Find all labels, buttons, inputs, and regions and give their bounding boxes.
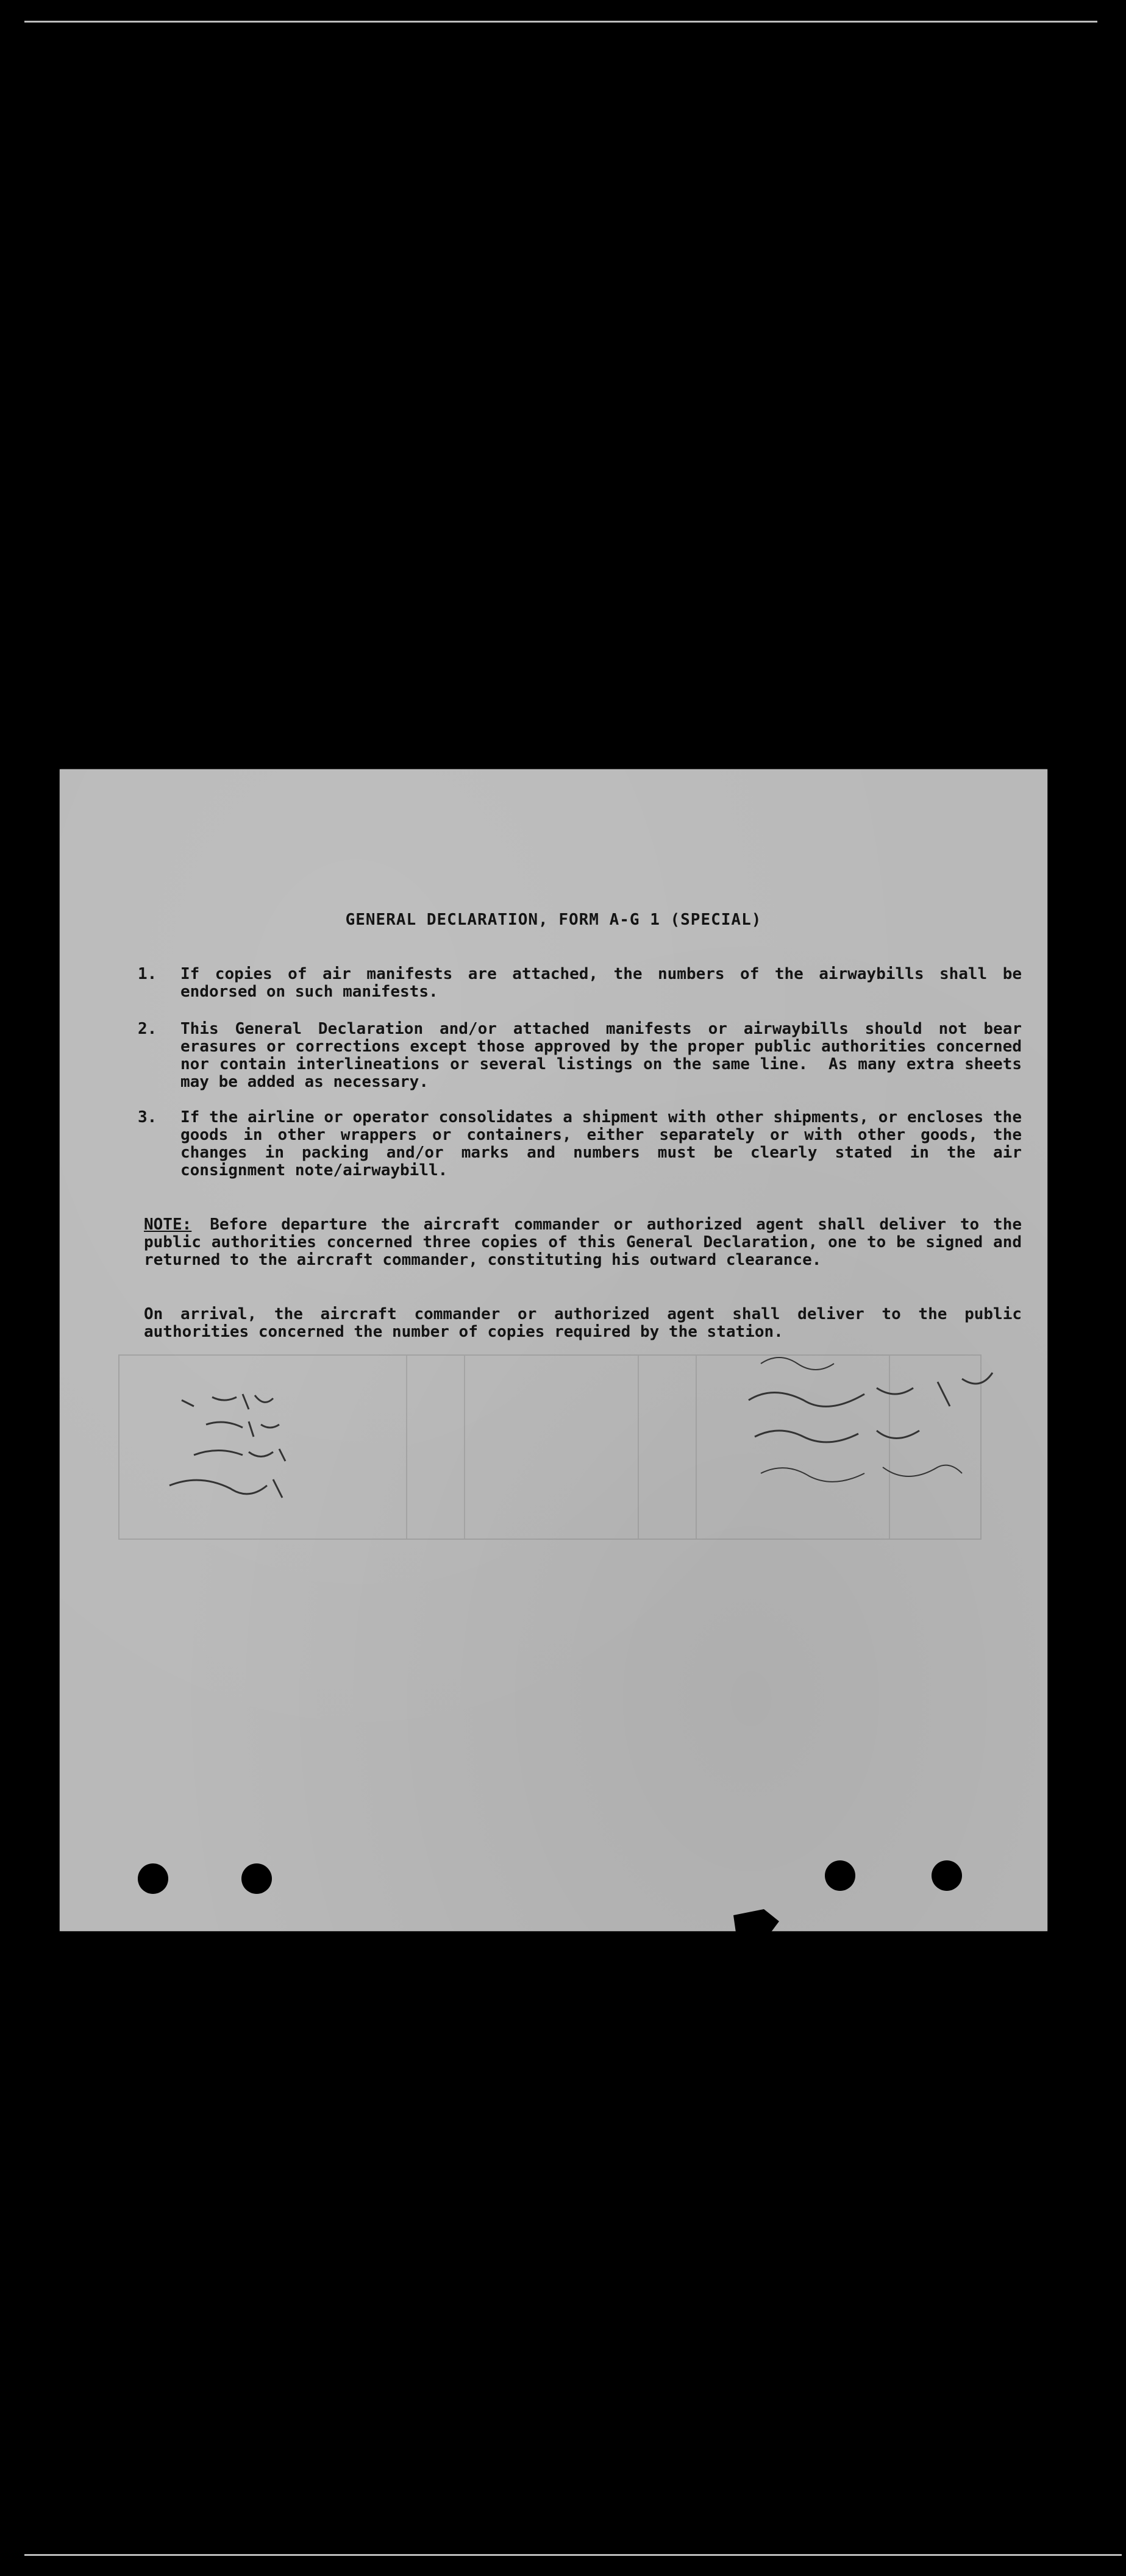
arrival-paragraph: On arrival, the aircraft commander or authorized agent shall deliver to the public authorities concerned the number of copies required by the station. <box>144 1305 1022 1341</box>
film-edge-top <box>24 21 1097 23</box>
punch-hole <box>138 1863 168 1894</box>
list-item-text: If the airline or operator consolidates a shipment with other shipments, or encloses the goods in other wrappers or containers, either separately or with other goods, the changes in packing and/or marks and numbers must be clearly stated in the air consignment note/airwaybill. <box>180 1108 1032 1179</box>
document-page <box>60 769 1047 1931</box>
list-item <box>138 1108 1032 1179</box>
note-label: NOTE: <box>144 1215 192 1234</box>
paper-tear <box>727 1909 782 1958</box>
punch-hole <box>241 1863 272 1894</box>
list-item-number: 1. <box>138 965 157 983</box>
punch-hole <box>825 1860 855 1891</box>
handwritten-annotation-right <box>736 1345 1041 1528</box>
list-item-text: If copies of air manifests are attached, the numbers of the airwaybills shall be endorsed on such manifests. <box>180 965 1032 1001</box>
film-edge-bottom <box>24 2554 1122 2556</box>
list-item <box>138 965 1032 1001</box>
note-paragraph <box>144 1216 1022 1269</box>
page-title: GENERAL DECLARATION, FORM A-G 1 (SPECIAL) <box>345 911 762 929</box>
handwritten-annotation-left <box>157 1388 340 1528</box>
punch-hole <box>932 1860 962 1891</box>
note-text: Before departure the aircraft commander or authorized agent shall deliver to the public authorities concerned three copies of this General Declaration, one to be signed and returned to the aircraft commander, constituting his outward clearance. <box>144 1215 1022 1269</box>
list-item-text: This General Declaration and/or attached manifests or airwaybills should not bear erasures or corrections except those approved by the proper public authorities concerned nor contain interlineations or several listings on the same line. As many extra sheets may be added as necessary. <box>180 1020 1032 1091</box>
list-item <box>138 1020 1032 1091</box>
list-item-number: 2. <box>138 1020 157 1038</box>
list-item-number: 3. <box>138 1108 157 1126</box>
